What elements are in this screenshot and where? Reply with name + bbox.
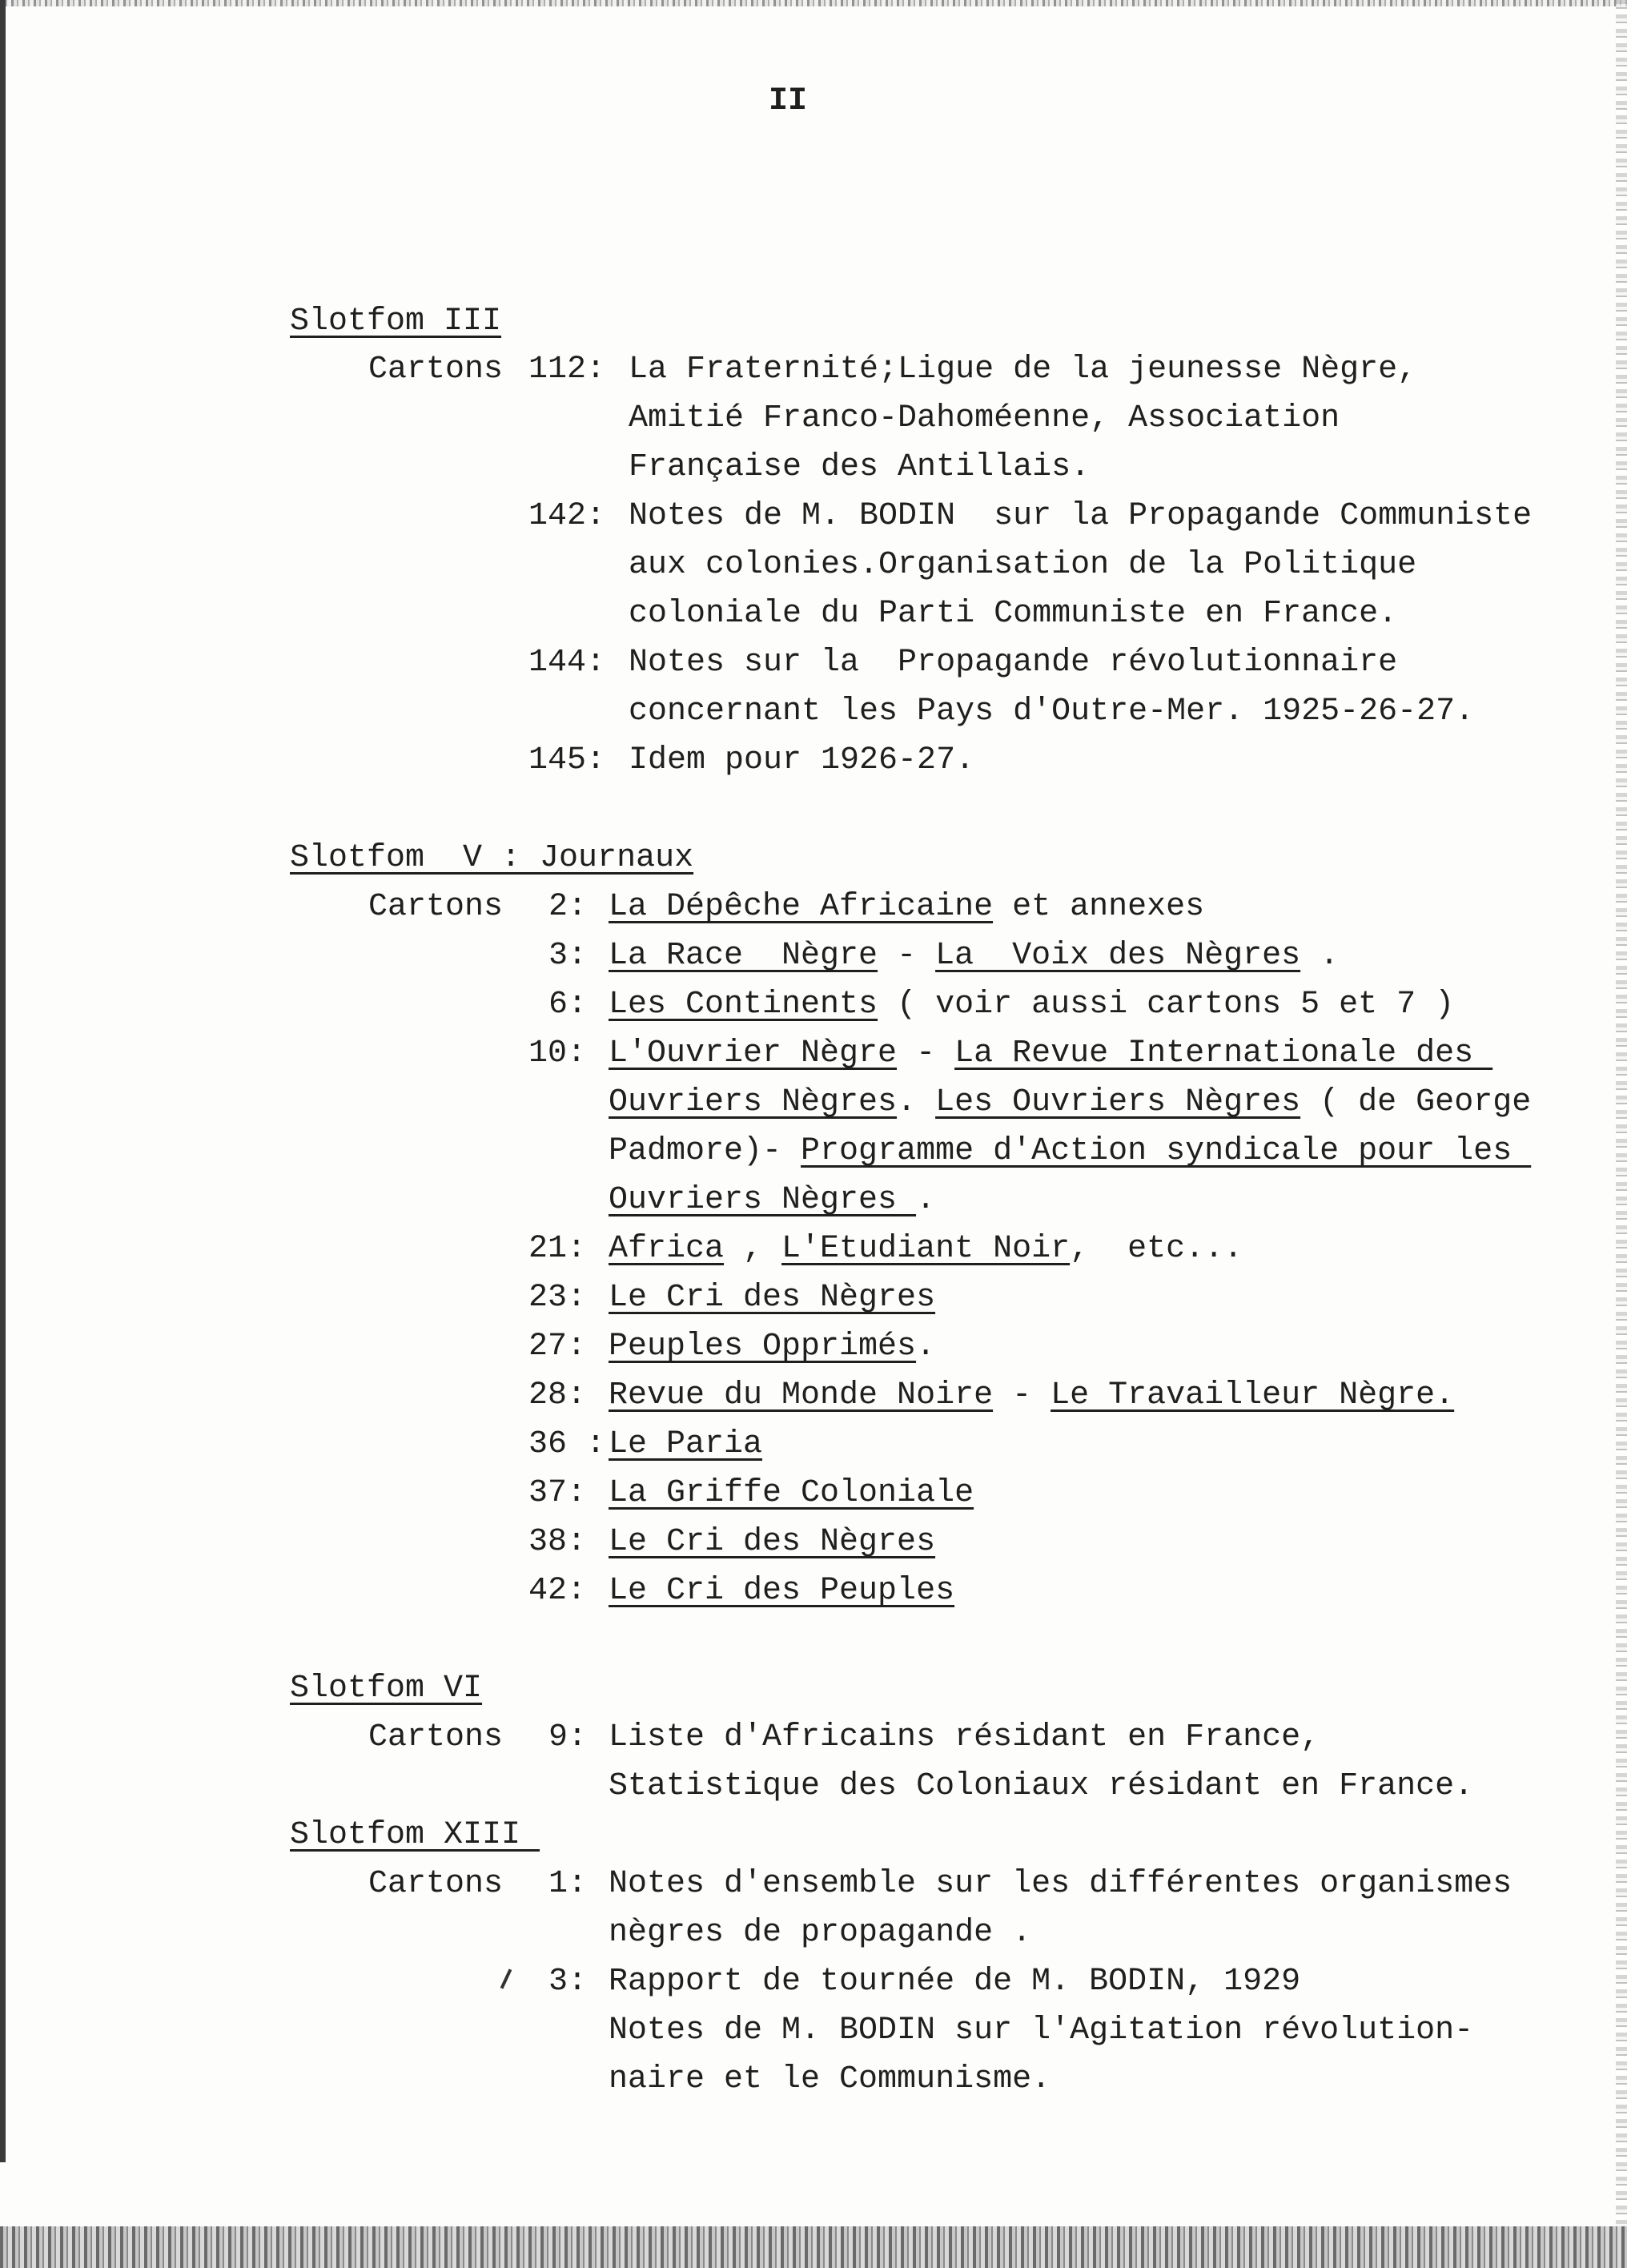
carton-number: 21: <box>528 1231 587 1267</box>
entry-line: Amitié Franco-Dahoméenne, Association <box>629 400 1340 436</box>
entry-line <box>609 1572 954 1611</box>
entry-line: Notes sur la Propagande révolutionnaire <box>629 645 1398 681</box>
cartons-label: Cartons <box>368 1866 504 1902</box>
entry-line <box>609 1377 1454 1415</box>
entry-line: Française des Antillais. <box>629 449 1091 485</box>
journal-title: L'Ouvrier Nègre <box>609 1035 898 1072</box>
section-heading: Slotfom VI <box>290 1671 483 1707</box>
journal-title: Le Cri des Nègres <box>609 1280 936 1316</box>
journal-title: Le Travailleur Nègre. <box>1051 1377 1455 1413</box>
journal-title: Le Cri des Peuples <box>609 1573 955 1609</box>
section-heading: Slotfom XIII <box>290 1817 540 1853</box>
entry-line: coloniale du Parti Communiste en France. <box>629 596 1398 632</box>
journal-title: Africa <box>609 1231 725 1267</box>
carton-number: 9: <box>548 1719 588 1755</box>
entry-line <box>609 1328 935 1366</box>
journal-title: Les Continents <box>609 987 878 1023</box>
page-number: II <box>769 83 808 119</box>
carton-number: 6: <box>548 987 588 1023</box>
entry-text: . <box>916 1182 936 1218</box>
section-heading: Slotfom V : Journaux <box>290 840 694 876</box>
carton-number: 38: <box>528 1524 587 1560</box>
scan-edge-bottom <box>0 2226 1627 2268</box>
journal-title: Les Ouvriers Nègres <box>935 1084 1301 1120</box>
entry-line <box>609 937 1339 975</box>
entry-line: Notes de M. BODIN sur l'Agitation révolution- <box>609 2013 1474 2049</box>
journal-title: Programme d'Action syndicale pour les <box>801 1133 1532 1169</box>
entry-line: La Fraternité;Ligue de la jeunesse Nègre, <box>629 352 1417 388</box>
journal-title: Ouvriers Nègres <box>609 1182 917 1218</box>
carton-number: 23: <box>528 1280 587 1316</box>
entry-line: Rapport de tournée de M. BODIN, 1929 <box>609 1964 1301 2000</box>
entry-line: Liste d'Africains résidant en France, <box>609 1719 1320 1755</box>
entry-line: nègres de propagande . <box>609 1915 1032 1951</box>
entry-text: . <box>897 1084 936 1120</box>
entry-line: Statistique des Coloniaux résidant en France. <box>609 1768 1474 1804</box>
carton-number: 1: <box>548 1866 588 1902</box>
journal-title: Le Paria <box>609 1426 763 1462</box>
entry-line <box>609 1230 1243 1269</box>
entry-line <box>609 1426 762 1464</box>
journal-title: La Revue Internationale des <box>954 1035 1493 1072</box>
carton-number: 142: <box>528 498 606 534</box>
carton-number: 145: <box>528 742 606 778</box>
carton-number: 42: <box>528 1573 587 1609</box>
entry-text: , <box>724 1231 782 1267</box>
journal-title: Ouvriers Nègres <box>609 1084 898 1120</box>
entry-line <box>609 1035 1492 1073</box>
entry-line: Notes de M. BODIN sur la Propagande Communiste <box>629 498 1533 534</box>
cartons-label: Cartons <box>368 352 504 388</box>
entry-text: ( de George <box>1300 1084 1532 1120</box>
entry-text: - <box>897 1035 955 1072</box>
entry-line: Notes d'ensemble sur les différentes organismes <box>609 1866 1513 1902</box>
carton-number: 37: <box>528 1475 587 1511</box>
carton-number: 28: <box>528 1377 587 1413</box>
entry-text: . <box>1300 938 1340 974</box>
journal-title: La Voix des Nègres <box>935 938 1301 974</box>
entry-line: aux colonies.Organisation de la Politique <box>629 547 1417 583</box>
journal-title: Le Cri des Nègres <box>609 1524 936 1560</box>
scan-edge-left <box>0 0 6 2162</box>
journal-title: Revue du Monde Noire <box>609 1377 994 1413</box>
entry-text: , etc... <box>1070 1231 1243 1267</box>
carton-number: 2: <box>548 889 588 925</box>
entry-text: . <box>916 1329 936 1365</box>
journal-title: L'Etudiant Noir <box>781 1231 1071 1267</box>
journal-title: La Race Nègre <box>609 938 878 974</box>
entry-line <box>609 1181 935 1220</box>
entry-text: ( voir aussi cartons 5 et 7 ) <box>878 987 1455 1023</box>
entry-line <box>609 986 1454 1024</box>
entry-text: - <box>993 1377 1051 1413</box>
journal-title: La Dépêche Africaine <box>609 889 994 925</box>
entry-line: concernant les Pays d'Outre-Mer. 1925-26-27. <box>629 694 1475 730</box>
pen-tick-mark <box>500 1968 512 1989</box>
entry-line <box>609 1279 935 1317</box>
entry-text: et annexes <box>993 889 1205 925</box>
carton-number: 36 : <box>528 1426 606 1462</box>
cartons-label: Cartons <box>368 1719 504 1755</box>
journal-title: La Griffe Coloniale <box>609 1475 974 1511</box>
carton-number: 144: <box>528 645 606 681</box>
carton-number: 3: <box>548 938 588 974</box>
entry-line <box>609 1084 1531 1122</box>
journal-title: Peuples Opprimés <box>609 1329 917 1365</box>
section-heading: Slotfom III <box>290 304 502 340</box>
entry-text: - <box>878 938 936 974</box>
entry-line: Idem pour 1926-27. <box>629 742 975 778</box>
carton-number: 112: <box>528 352 606 388</box>
scan-edge-top <box>0 0 1627 6</box>
entry-line <box>609 1474 974 1513</box>
entry-line <box>609 1132 1531 1171</box>
entry-line <box>609 1523 935 1562</box>
entry-line <box>609 888 1204 927</box>
scan-edge-right <box>1616 0 1627 2268</box>
entry-text: Padmore)- <box>609 1133 801 1169</box>
carton-number: 10: <box>528 1035 587 1072</box>
entry-line: naire et le Communisme. <box>609 2061 1051 2097</box>
carton-number: 3: <box>548 1964 588 2000</box>
cartons-label: Cartons <box>368 889 504 925</box>
carton-number: 27: <box>528 1329 587 1365</box>
